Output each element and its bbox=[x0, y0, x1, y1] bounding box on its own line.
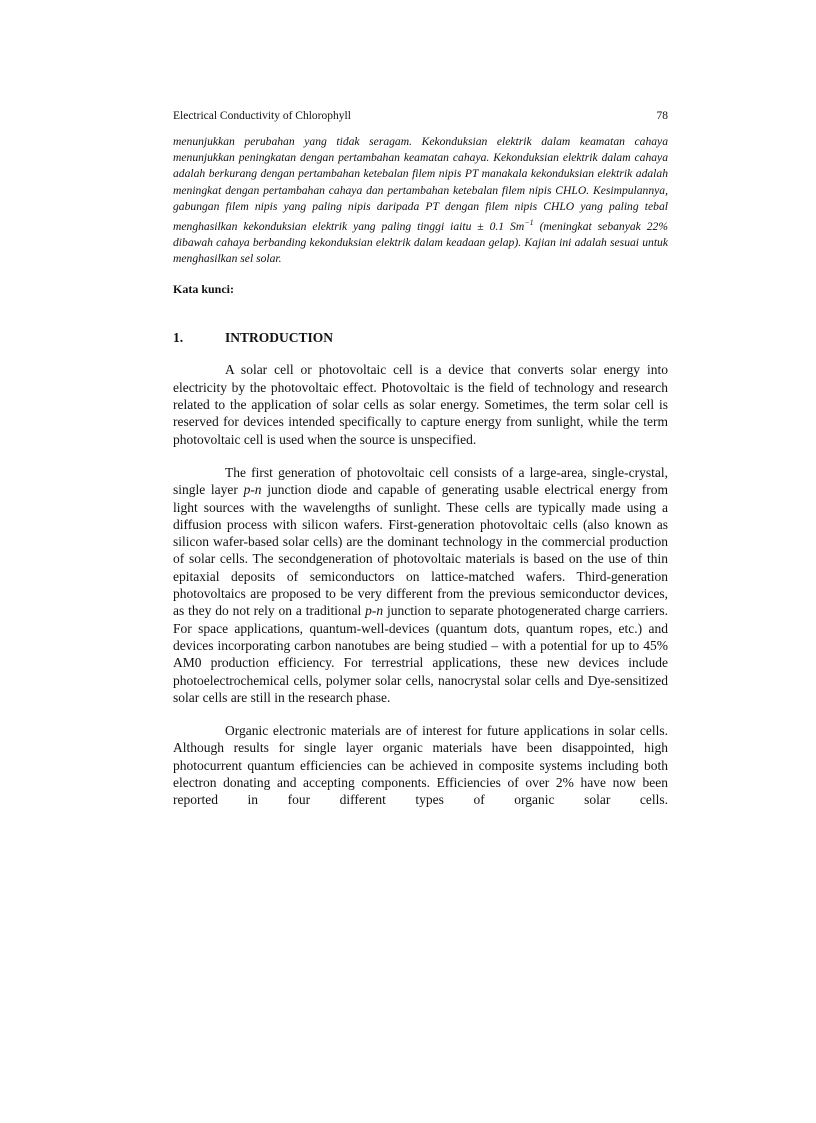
paragraph-2-part-c: junction to separate photogenerated charge carriers. For space applications, quantum-well-devices (quantum dots, quantum ropes, etc.) and devices incorporating carbon nanotubes are being studied – with a potential for up to 45% AM0 production efficiency. For terrestrial applications, these new devices include photoelectrochemical cells, polymer solar cells, nanocrystal solar cells and Dye-sensitized solar cells are still in the research phase. bbox=[173, 603, 669, 705]
abstract-text: menunjukkan perubahan yang tidak seragam. Kekonduksian elektrik dalam keamatan cahaya menunjukkan peningkatan dengan pertambahan keamatan cahaya. Kekonduksian elektrik dalam cahaya adalah berkurang dengan pertambahan ketebalan filem nipis PT manakala kekonduksian elektrik adalah meningkat dengan pertambahan cahaya dan pertambahan ketebalan filem nipis CHLO. Kesimpulannya, gabungan filem nipis yang paling nipis daripada PT dengan filem nipis CHLO yang paling tebal menghasilkan kekonduksian elektrik yang paling tinggi iaitu ± 0.1 Sm bbox=[173, 135, 668, 233]
abstract-malay bbox=[173, 134, 668, 267]
running-header bbox=[173, 108, 668, 124]
paragraph-2-part-a: The first generation of photovoltaic cell consists of a large-area, single-crystal, single layer bbox=[173, 464, 668, 498]
section-heading bbox=[173, 329, 668, 347]
section-number: 1. bbox=[173, 330, 184, 346]
pn-junction-term-1: p-n bbox=[243, 482, 262, 498]
keywords-label: Kata kunci: bbox=[173, 282, 235, 297]
intro-paragraph-1: A solar cell or photovoltaic cell is a device that converts solar energy into electricity by the photovoltaic effect. Photovoltaic is the field of technology and research related to the application of solar cells as solar energy. Sometimes, the term solar cell is reserved for devices intended specifically to capture energy from sunlight, while the term photovoltaic cell is used when the source is unspecified. bbox=[173, 362, 668, 447]
page-number: 78 bbox=[656, 110, 668, 122]
pn-junction-term-2: p-n bbox=[365, 603, 384, 619]
section-title: INTRODUCTION bbox=[225, 330, 334, 346]
intro-paragraph-3: Organic electronic materials are of interest for future applications in solar cells. Although results for single layer organic materials have been disappointed, high photocurrent quantum efficiencies can be achieved in composite systems including both electron donating and accepting components. Efficiencies of over 2% have now been reported in four different types of organic solar cells. bbox=[173, 723, 668, 808]
paragraph-2-part-b: junction diode and capable of generating usable electrical energy from light sources with the wavelengths of sunlight. These cells are typically made using a diffusion process with silicon wafers. First-generation photovoltaic cells (also known as silicon wafer-based solar cells) are the dominant technology in the commercial production of solar cells. The secondgeneration of photovoltaic materials is based on the use of thin epitaxial deposits of semiconductors on lattice-matched wafers. Third-generation photovoltaics are proposed to be very different from the previous semiconductor devices, as they do not rely on a traditional bbox=[173, 482, 669, 619]
intro-paragraph-2 bbox=[173, 464, 668, 706]
abstract-text-after: (meningkat sebanyak 22% dibawah cahaya berbanding kekonduksian elektrik dalam keadaan gelap). Kajian ini adalah sesuai untuk menghasilkan sel solar. bbox=[173, 219, 668, 266]
page-content bbox=[173, 108, 668, 809]
abstract-superscript: −1 bbox=[524, 218, 534, 228]
running-title: Electrical Conductivity of Chlorophyll bbox=[173, 110, 351, 122]
